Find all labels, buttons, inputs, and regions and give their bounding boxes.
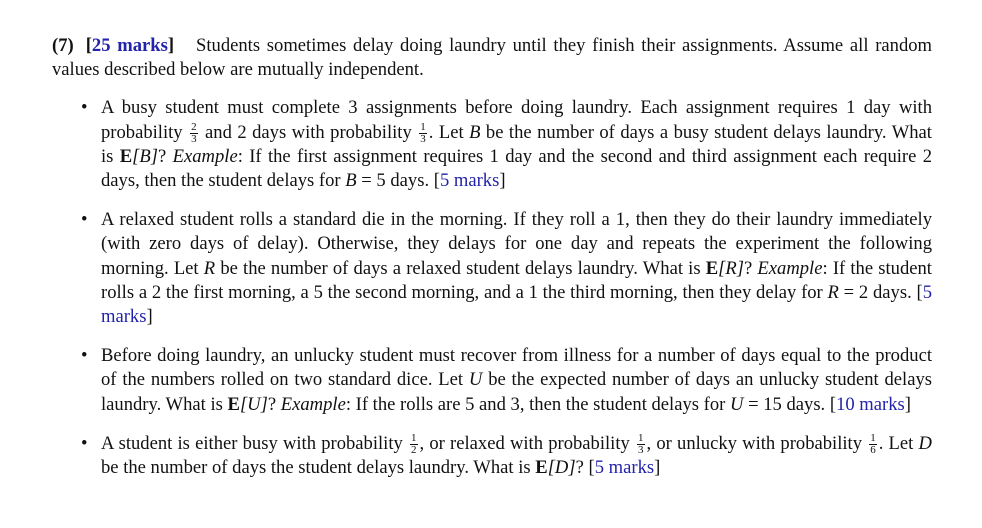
- list-item-mixture: • A student is either busy with probability $\frac{1}{2}$ , or relaxed with probability $\frac{1}{3}$ , or unlucky with probability $\frac{1}{6}$ . Let D be the number of days the student delays laundry. What is E[D]? [5 marks]: [81, 432, 932, 479]
- part-marks: [5 marks]: [101, 281, 933, 328]
- part-marks: [10 marks]: [829, 393, 911, 415]
- question-intro-text: Students sometimes delay doing laundry until they finish their assignments. Assume all random values described below are mutually independent.: [52, 35, 932, 81]
- bullet-icon: •: [81, 97, 88, 119]
- part-marks: [5 marks]: [433, 170, 506, 192]
- fraction: $\frac{1}{3}$: [420, 120, 426, 145]
- bullet-icon: •: [81, 345, 88, 367]
- bullet-icon: •: [81, 432, 88, 454]
- list-item-relaxed: • A relaxed student rolls a standard die in the morning. If they roll a 1, then they do their laundry immediately (with zero days of delay). Otherwise, they delays for one day and repeats the experiment the following morning. Let R be the number of days a relaxed student delays laundry. What is E[R]? Example: If the student rolls a 2 the first morning, a 5 the second morning, and a 1 the third morning, then they delay for R = 2 days. [5 marks]: [81, 209, 933, 328]
- part-marks: [5 marks]: [588, 457, 661, 479]
- fraction: $\frac{1}{6}$: [870, 432, 876, 457]
- list-item-unlucky: • Before doing laundry, an unlucky student must recover from illness for a number of days equal to the product of the numbers rolled on two standard dice. Let U be the expected number of days an unlucky student delays laundry. What is E[U]? Example: If the rolls are 5 and 3, then the student delays for U = 15 days. [10 marks]: [81, 345, 932, 415]
- question-intro: [52, 34, 932, 82]
- question-marks: [25 marks]: [85, 35, 175, 56]
- fraction: $\frac{1}{2}$: [411, 432, 417, 457]
- question-number: (7): [52, 35, 74, 56]
- fraction: $\frac{1}{3}$: [638, 432, 644, 457]
- list-item-busy: • A busy student must complete 3 assignments before doing laundry. Each assignment requires 1 day with probability $\frac{2}{3}$ and 2 days with probability $\frac{1}{3}$ . Let B be the number of days a busy student delays laundry. What is E[B]? Example: If the first assignment requires 1 day and the second and third assignment each require 2 days, then the student delays for B = 5 days. [5 marks]: [81, 97, 933, 192]
- question-parts: [52, 96, 932, 480]
- fraction: $\frac{2}{3}$: [191, 120, 197, 145]
- bullet-icon: •: [81, 209, 88, 231]
